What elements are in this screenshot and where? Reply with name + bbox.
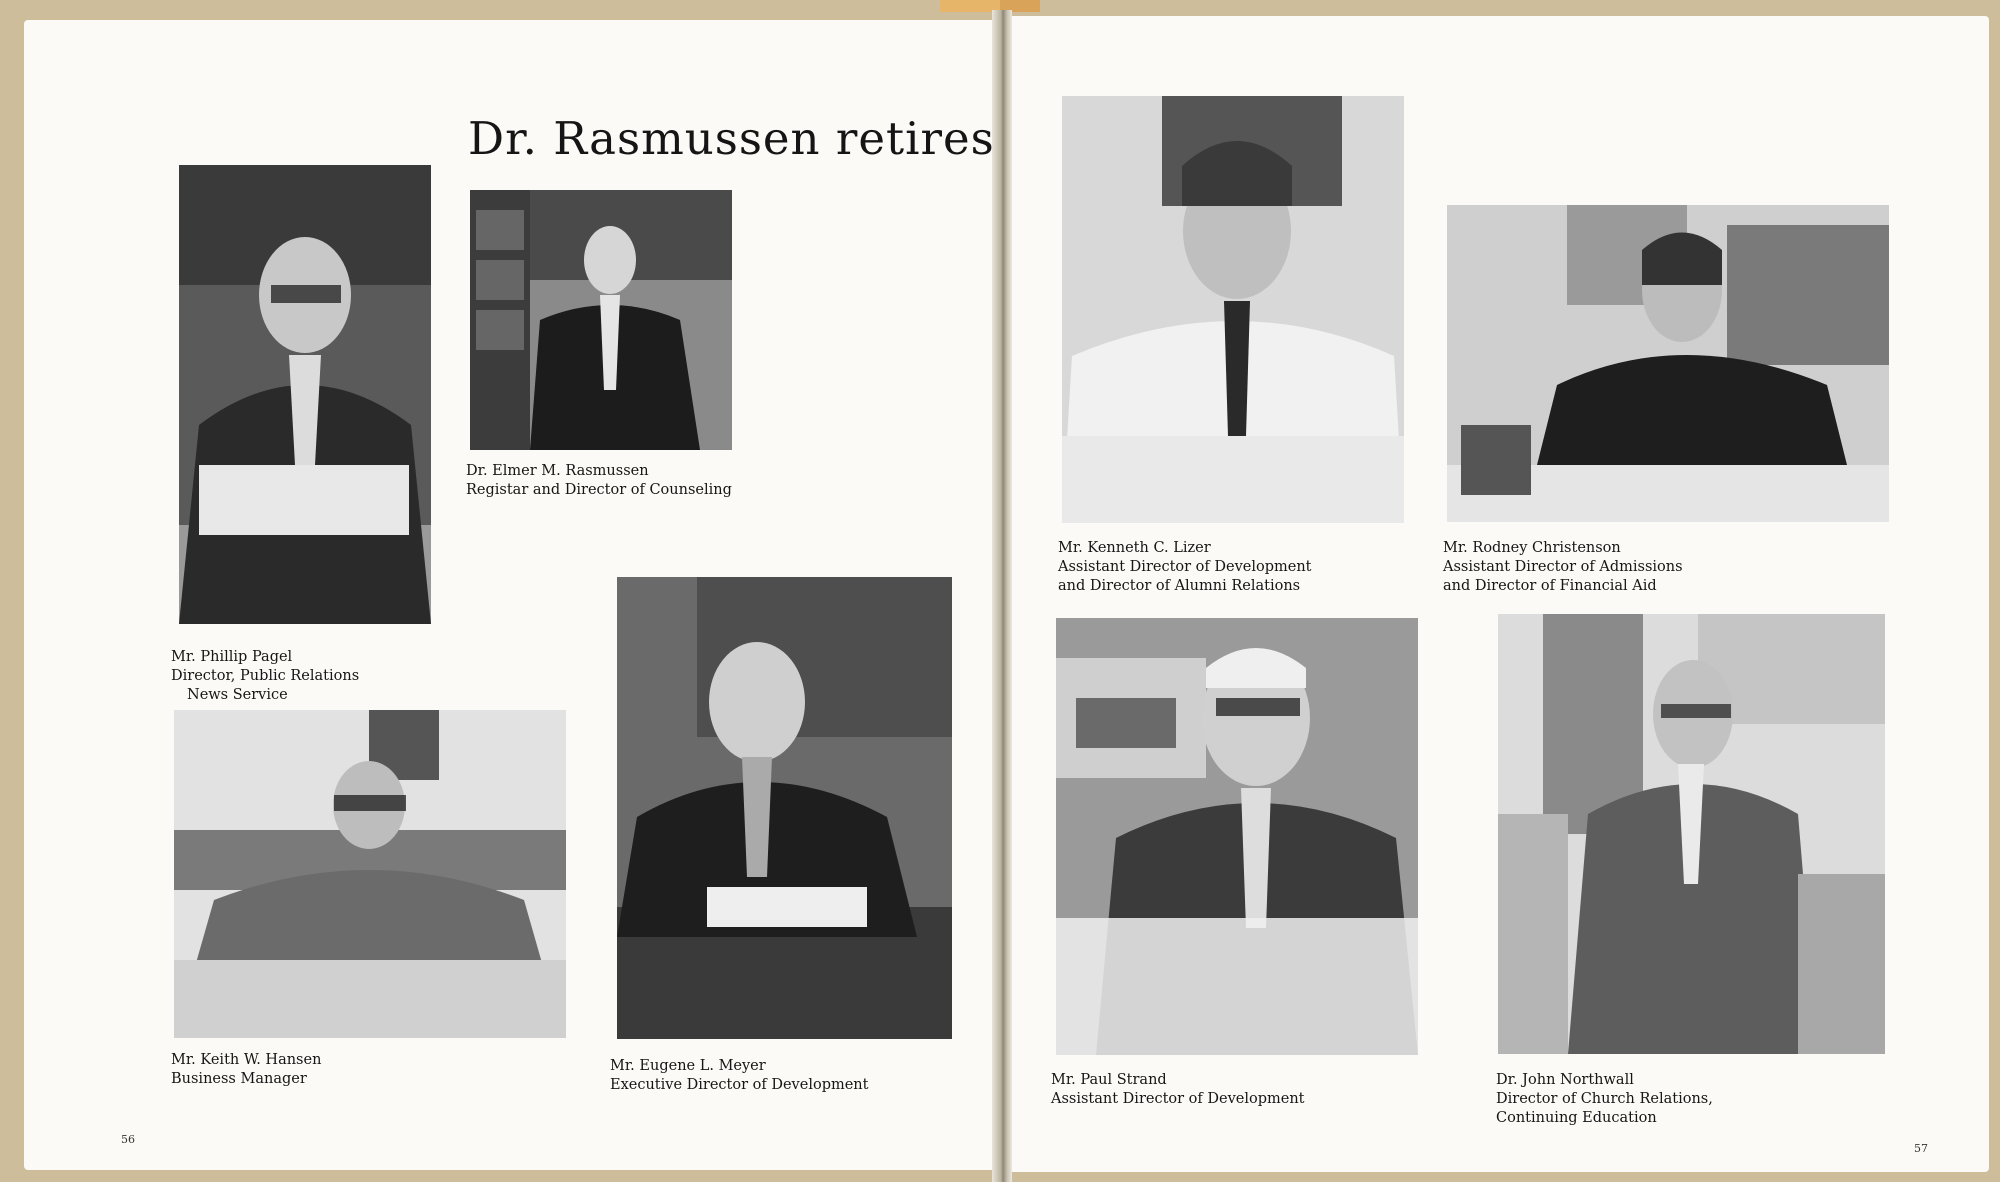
caption-title: Registar and Director of Counseling [466,482,732,498]
caption-meyer [610,1057,868,1095]
caption-title: Assistant Director of Admissions [1443,559,1683,575]
caption-title: Assistant Director of Development [1051,1091,1305,1107]
caption-name: Mr. Paul Strand [1051,1072,1167,1088]
caption-name: Dr. John Northwall [1496,1072,1634,1088]
caption-title: Business Manager [171,1071,307,1087]
photo-christenson [1447,205,1889,522]
caption-name: Mr. Eugene L. Meyer [610,1058,766,1074]
caption-strand [1051,1071,1305,1109]
photo-strand [1056,618,1418,1055]
caption-name: Mr. Keith W. Hansen [171,1052,322,1068]
caption-title: and Director of Financial Aid [1443,578,1657,594]
photo-hansen [174,710,566,1038]
caption-name: Dr. Elmer M. Rasmussen [466,463,649,479]
photo-rasmussen [470,190,732,450]
caption-title: Continuing Education [1496,1110,1657,1126]
book-gutter [992,10,1012,1182]
caption-name: Mr. Rodney Christenson [1443,540,1621,556]
caption-northwall [1496,1071,1713,1128]
page-title: Dr. Rasmussen retires [468,112,995,165]
photo-meyer [617,577,952,1039]
caption-title: Executive Director of Development [610,1077,869,1093]
photo-pagel [179,165,431,624]
caption-title: Director, Public Relations [171,668,360,684]
caption-name: Mr. Kenneth C. Lizer [1058,540,1211,556]
caption-hansen [171,1051,321,1089]
caption-pagel [171,648,359,705]
caption-christenson [1443,539,1683,596]
page-number-left: 56 [121,1133,135,1146]
caption-title: Assistant Director of Development [1058,559,1312,575]
photo-northwall [1498,614,1885,1054]
photo-lizer [1062,96,1404,523]
page-number-right: 57 [1914,1142,1928,1155]
caption-title: Director of Church Relations, [1496,1091,1713,1107]
caption-name: Mr. Phillip Pagel [171,649,293,665]
caption-title: News Service [187,687,288,703]
caption-lizer [1058,539,1312,596]
caption-title: and Director of Alumni Relations [1058,578,1301,594]
caption-rasmussen [466,462,732,500]
